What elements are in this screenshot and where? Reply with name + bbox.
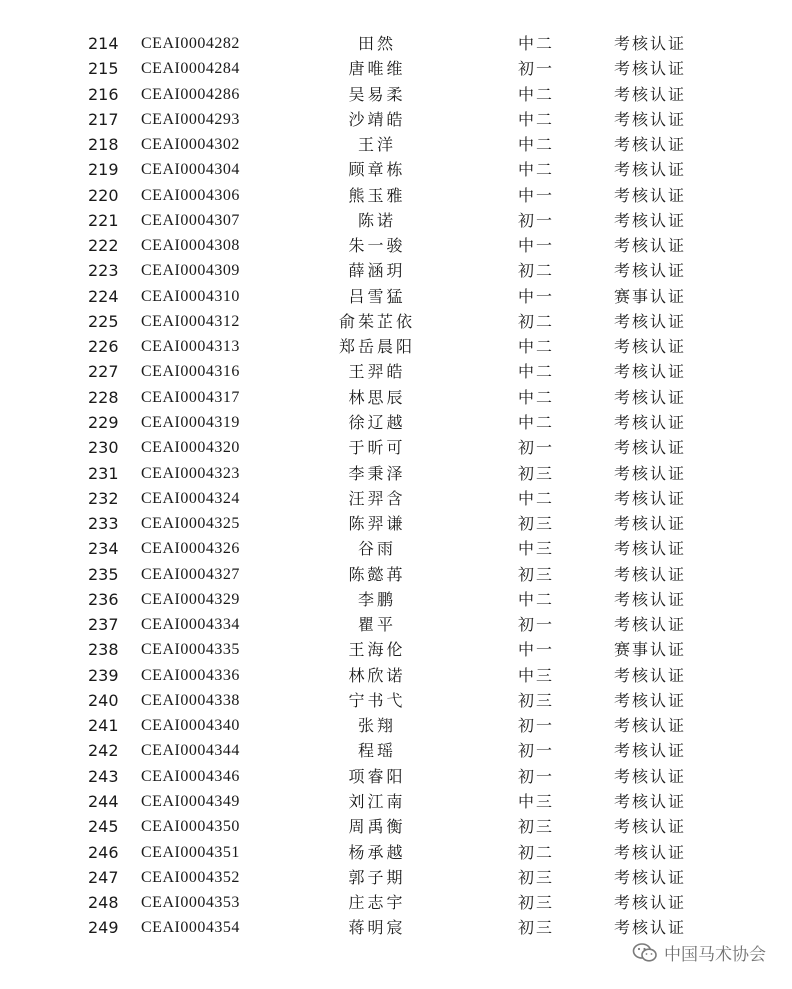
certification-type: 考核认证	[614, 539, 687, 559]
row-number: 240	[88, 690, 119, 710]
member-name: 周禹衡	[348, 817, 406, 837]
certification-type: 考核认证	[614, 210, 687, 230]
grade-level: 中三	[518, 791, 555, 811]
certification-type: 考核认证	[614, 59, 687, 79]
certification-type: 考核认证	[614, 791, 687, 811]
member-id: CEAI0004340	[141, 717, 240, 735]
table-row	[0, 713, 792, 738]
row-number: 241	[88, 716, 119, 736]
row-number: 224	[88, 286, 119, 306]
certification-type: 考核认证	[614, 362, 687, 382]
table-row	[0, 688, 792, 713]
certification-type: 考核认证	[614, 589, 687, 609]
certification-type: 赛事认证	[614, 640, 687, 660]
member-id: CEAI0004350	[141, 818, 240, 836]
row-number: 230	[88, 438, 119, 458]
certification-type: 考核认证	[614, 488, 687, 508]
grade-level: 中二	[518, 412, 555, 432]
row-number: 238	[88, 640, 119, 660]
table-row	[0, 738, 792, 763]
row-number: 233	[88, 514, 119, 534]
row-number: 237	[88, 615, 119, 635]
grade-level: 初一	[518, 766, 555, 786]
certification-type: 考核认证	[614, 766, 687, 786]
member-id: CEAI0004344	[141, 742, 240, 760]
grade-level: 中二	[518, 337, 555, 357]
member-name: 沙靖皓	[348, 109, 406, 129]
grade-level: 中一	[518, 236, 555, 256]
member-name: 杨承越	[348, 842, 406, 862]
row-number: 220	[88, 185, 119, 205]
table-row	[0, 284, 792, 309]
table-row	[0, 814, 792, 839]
member-id: CEAI0004312	[141, 312, 240, 330]
grade-level: 中二	[518, 362, 555, 382]
grade-level: 中二	[518, 387, 555, 407]
table-row	[0, 637, 792, 662]
table-row	[0, 107, 792, 132]
grade-level: 中一	[518, 640, 555, 660]
certification-type: 赛事认证	[614, 286, 687, 306]
row-number: 234	[88, 539, 119, 559]
grade-level: 中三	[518, 665, 555, 685]
grade-level: 初一	[518, 210, 555, 230]
member-name: 王羿皓	[348, 362, 406, 382]
certification-type: 考核认证	[614, 564, 687, 584]
certification-type: 考核认证	[614, 34, 687, 53]
grade-level: 初二	[518, 842, 555, 862]
row-number: 216	[88, 84, 119, 104]
member-id: CEAI0004309	[141, 262, 240, 280]
member-name: 王洋	[357, 135, 396, 155]
certification-type: 考核认证	[614, 311, 687, 331]
table-row	[0, 435, 792, 460]
member-name: 吕雪猛	[348, 286, 406, 306]
grade-level: 初一	[518, 741, 555, 761]
row-number: 228	[88, 387, 119, 407]
member-name: 林思辰	[348, 387, 406, 407]
member-name: 程瑶	[357, 741, 396, 761]
row-number: 244	[88, 791, 119, 811]
grade-level: 中二	[518, 488, 555, 508]
grade-level: 初一	[518, 438, 555, 458]
row-number: 215	[88, 59, 119, 79]
table-row	[0, 840, 792, 865]
grade-level: 中二	[518, 84, 555, 104]
table-row	[0, 56, 792, 81]
certification-type: 考核认证	[614, 842, 687, 862]
grade-level: 中三	[518, 539, 555, 559]
grade-level: 中二	[518, 160, 555, 180]
certification-type: 考核认证	[614, 387, 687, 407]
table-row	[0, 587, 792, 612]
member-id: CEAI0004335	[141, 641, 240, 659]
certification-type: 考核认证	[614, 412, 687, 432]
member-id: CEAI0004338	[141, 691, 240, 709]
row-number: 225	[88, 311, 119, 331]
grade-level: 中二	[518, 135, 555, 155]
grade-level: 初三	[518, 817, 555, 837]
member-name: 蒋明宸	[348, 918, 406, 938]
certification-type: 考核认证	[614, 337, 687, 357]
member-id: CEAI0004319	[141, 413, 240, 431]
table-row	[0, 915, 792, 940]
member-name: 谷雨	[357, 539, 396, 559]
grade-level: 中二	[518, 589, 555, 609]
table-row	[0, 157, 792, 182]
member-id: CEAI0004284	[141, 60, 240, 78]
grade-level: 初二	[518, 311, 555, 331]
certification-type: 考核认证	[614, 716, 687, 736]
row-number: 246	[88, 842, 119, 862]
member-id: CEAI0004282	[141, 35, 240, 52]
member-id: CEAI0004334	[141, 616, 240, 634]
member-name: 李鹏	[357, 589, 396, 609]
table-row	[0, 132, 792, 157]
grade-level: 中一	[518, 185, 555, 205]
table-row	[0, 764, 792, 789]
member-id: CEAI0004293	[141, 110, 240, 128]
member-id: CEAI0004306	[141, 186, 240, 204]
row-number: 245	[88, 817, 119, 837]
grade-level: 初三	[518, 867, 555, 887]
member-name: 唐唯维	[348, 59, 406, 79]
member-id: CEAI0004310	[141, 287, 240, 305]
member-id: CEAI0004323	[141, 464, 240, 482]
certification-type: 考核认证	[614, 261, 687, 281]
grade-level: 初三	[518, 918, 555, 938]
table-row	[0, 309, 792, 334]
member-id: CEAI0004349	[141, 792, 240, 810]
member-name: 陈诺	[357, 210, 396, 230]
row-number: 223	[88, 261, 119, 281]
grade-level: 初一	[518, 615, 555, 635]
row-number: 236	[88, 589, 119, 609]
grade-level: 中二	[518, 34, 555, 53]
table-row	[0, 82, 792, 107]
certification-type: 考核认证	[614, 438, 687, 458]
member-name: 薛涵玥	[348, 261, 406, 281]
table-row	[0, 31, 792, 56]
certification-type: 考核认证	[614, 918, 687, 938]
table-row	[0, 890, 792, 915]
member-id: CEAI0004324	[141, 489, 240, 507]
member-id: CEAI0004351	[141, 843, 240, 861]
table-row	[0, 385, 792, 410]
member-name: 瞿平	[357, 615, 396, 635]
member-id: CEAI0004304	[141, 161, 240, 179]
certification-type: 考核认证	[614, 236, 687, 256]
certification-type: 考核认证	[614, 84, 687, 104]
member-id: CEAI0004302	[141, 136, 240, 154]
grade-level: 初一	[518, 716, 555, 736]
certification-type: 考核认证	[614, 463, 687, 483]
member-name: 张翔	[357, 716, 396, 736]
row-number: 243	[88, 766, 119, 786]
member-name: 陈羿谦	[348, 514, 406, 534]
row-number: 222	[88, 236, 119, 256]
member-name: 王海伦	[348, 640, 406, 660]
member-name: 李秉泽	[348, 463, 406, 483]
row-number: 242	[88, 741, 119, 761]
member-name: 田然	[357, 34, 396, 53]
table-row	[0, 562, 792, 587]
certification-type: 考核认证	[614, 160, 687, 180]
watermark	[632, 940, 766, 965]
row-number: 226	[88, 337, 119, 357]
table-row	[0, 865, 792, 890]
grade-level: 初三	[518, 463, 555, 483]
table-row	[0, 663, 792, 688]
grade-level: 初三	[518, 514, 555, 534]
row-number: 231	[88, 463, 119, 483]
row-number: 227	[88, 362, 119, 382]
certification-list	[0, 31, 792, 941]
row-number: 235	[88, 564, 119, 584]
watermark-text: 中国马术协会	[664, 945, 766, 965]
member-id: CEAI0004307	[141, 211, 240, 229]
certification-type: 考核认证	[614, 665, 687, 685]
member-id: CEAI0004320	[141, 439, 240, 457]
member-name: 徐辽越	[348, 412, 406, 432]
grade-level: 初二	[518, 261, 555, 281]
member-name: 陈懿苒	[348, 564, 406, 584]
member-id: CEAI0004352	[141, 868, 240, 886]
table-row	[0, 208, 792, 233]
grade-level: 初三	[518, 564, 555, 584]
table-row	[0, 410, 792, 435]
certification-type: 考核认证	[614, 109, 687, 129]
member-name: 郭子期	[348, 867, 406, 887]
table-row	[0, 486, 792, 511]
member-name: 吴易柔	[348, 84, 406, 104]
member-name: 俞茱芷依	[338, 311, 415, 331]
member-name: 朱一骏	[348, 236, 406, 256]
certification-type: 考核认证	[614, 135, 687, 155]
table-row	[0, 258, 792, 283]
member-name: 刘江南	[348, 791, 406, 811]
row-number: 221	[88, 210, 119, 230]
row-number: 229	[88, 412, 119, 432]
member-id: CEAI0004286	[141, 85, 240, 103]
row-number: 214	[88, 34, 119, 53]
row-number: 247	[88, 867, 119, 887]
certification-type: 考核认证	[614, 741, 687, 761]
grade-level: 初一	[518, 59, 555, 79]
certification-type: 考核认证	[614, 690, 687, 710]
row-number: 219	[88, 160, 119, 180]
grade-level: 初三	[518, 893, 555, 913]
row-number: 248	[88, 893, 119, 913]
member-id: CEAI0004325	[141, 515, 240, 533]
member-id: CEAI0004329	[141, 590, 240, 608]
certification-type: 考核认证	[614, 185, 687, 205]
member-id: CEAI0004353	[141, 894, 240, 912]
member-id: CEAI0004346	[141, 767, 240, 785]
row-number: 218	[88, 135, 119, 155]
table-row	[0, 183, 792, 208]
member-name: 郑岳晨阳	[338, 337, 415, 357]
table-row	[0, 612, 792, 637]
member-id: CEAI0004316	[141, 363, 240, 381]
grade-level: 中二	[518, 109, 555, 129]
certification-type: 考核认证	[614, 893, 687, 913]
table-row	[0, 536, 792, 561]
member-id: CEAI0004336	[141, 666, 240, 684]
certification-type: 考核认证	[614, 867, 687, 887]
grade-level: 初三	[518, 690, 555, 710]
grade-level: 中一	[518, 286, 555, 306]
table-row	[0, 461, 792, 486]
member-name: 于昕可	[348, 438, 406, 458]
member-id: CEAI0004326	[141, 540, 240, 558]
member-name: 庄志宇	[348, 893, 406, 913]
row-number: 232	[88, 488, 119, 508]
certification-type: 考核认证	[614, 817, 687, 837]
row-number: 249	[88, 918, 119, 938]
member-name: 宁书弋	[348, 690, 406, 710]
member-name: 熊玉雅	[348, 185, 406, 205]
member-id: CEAI0004327	[141, 565, 240, 583]
table-row	[0, 233, 792, 258]
member-name: 顾章栋	[348, 160, 406, 180]
member-id: CEAI0004354	[141, 919, 240, 937]
member-id: CEAI0004308	[141, 237, 240, 255]
certification-type: 考核认证	[614, 615, 687, 635]
member-id: CEAI0004313	[141, 338, 240, 356]
table-row	[0, 789, 792, 814]
table-row	[0, 511, 792, 536]
wechat-icon	[632, 942, 658, 964]
row-number: 239	[88, 665, 119, 685]
member-name: 项睿阳	[348, 766, 406, 786]
member-name: 林欣诺	[348, 665, 406, 685]
member-id: CEAI0004317	[141, 388, 240, 406]
member-name: 汪羿含	[348, 488, 406, 508]
table-row	[0, 359, 792, 384]
certification-type: 考核认证	[614, 514, 687, 534]
table-row	[0, 334, 792, 359]
row-number: 217	[88, 109, 119, 129]
